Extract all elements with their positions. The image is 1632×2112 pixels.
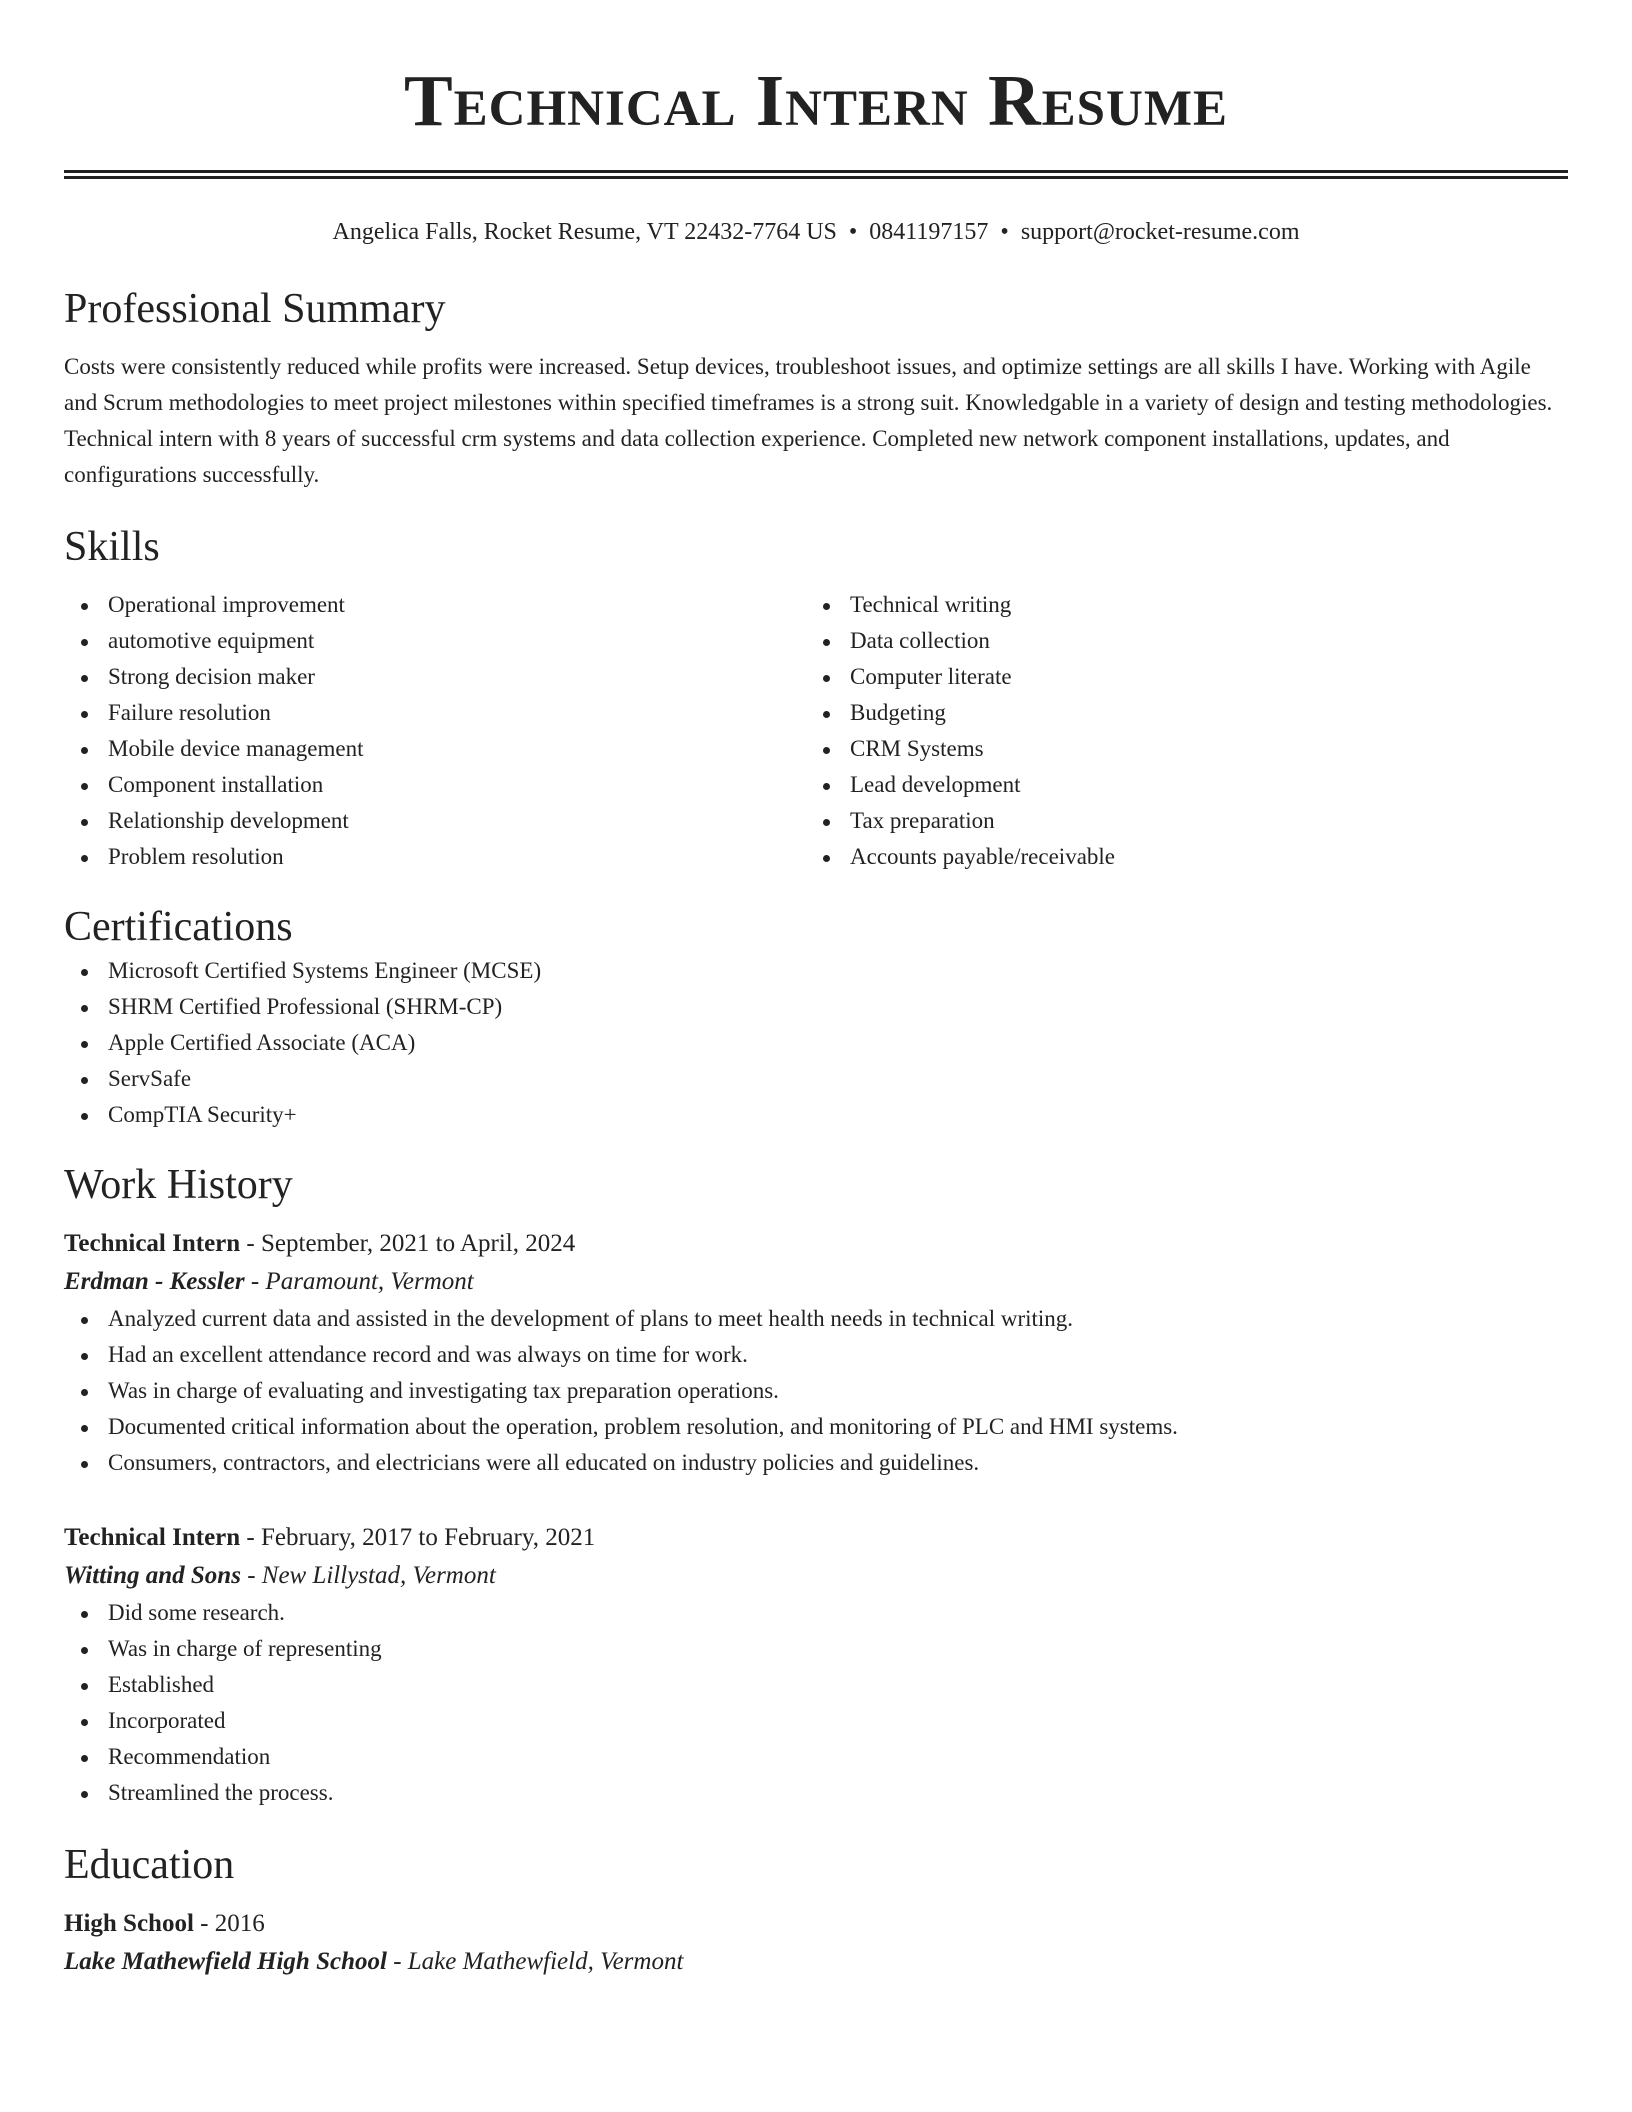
job-duty-item: Was in charge of evaluating and investigating tax preparation operations. [64, 1373, 1568, 1409]
summary-text: Costs were consistently reduced while profits were increased. Setup devices, troubleshoot issues, and optimize settings are all skills I have. Working with Agile and Scrum methodologies to meet project milestones within specified timeframes is a strong suit. Knowledgable in a variety of design and testing methodologies. Technical intern with 8 years of successful crm systems and data collection experience. Completed new network component installations, updates, and configurations successfully. [64, 354, 1553, 487]
skill-item: automotive equipment [64, 623, 806, 659]
contact-email: support@rocket-resume.com [1020, 219, 1300, 245]
certification-item: Microsoft Certified Systems Engineer (MCSE) [64, 953, 1568, 989]
job-title: Technical Intern [64, 1524, 241, 1551]
certifications-list [64, 953, 1568, 1133]
job-title-line [64, 1225, 1568, 1263]
school-location: - Lake Mathewfield, Vermont [393, 1948, 684, 1975]
certification-item: CompTIA Security+ [64, 1097, 1568, 1133]
employer-location: - Paramount, Vermont [250, 1268, 474, 1295]
skill-item: Computer literate [806, 659, 1548, 695]
education-entry [64, 1905, 1568, 1981]
job-duty-item: Did some research. [64, 1595, 1568, 1631]
job-title-line [64, 1519, 1568, 1557]
employer-line [64, 1263, 1568, 1301]
skill-item: Data collection [806, 623, 1548, 659]
job-duties-list [64, 1301, 1568, 1481]
contact-separator: • [1000, 219, 1009, 245]
job-duty-item: Streamlined the process. [64, 1775, 1568, 1811]
school-line [64, 1943, 1568, 1981]
job-duty-item: Consumers, contractors, and electricians were all educated on industry policies and guidelines. [64, 1445, 1568, 1481]
certification-item: ServSafe [64, 1061, 1568, 1097]
skill-item: Lead development [806, 767, 1548, 803]
certification-item: SHRM Certified Professional (SHRM-CP) [64, 989, 1568, 1025]
contact-separator: • [848, 219, 858, 245]
skill-item: Budgeting [806, 695, 1548, 731]
employer-location: - New Lillystad, Vermont [247, 1562, 496, 1589]
skill-item: Technical writing [806, 587, 1548, 623]
job-entry [64, 1519, 1568, 1811]
employer-name: Erdman - Kessler [64, 1268, 245, 1295]
graduation-year: - 2016 [200, 1910, 265, 1937]
job-duty-item: Recommendation [64, 1739, 1568, 1775]
job-dates: - February, 2017 to February, 2021 [246, 1524, 596, 1551]
job-duty-item: Incorporated [64, 1703, 1568, 1739]
employer-line [64, 1557, 1568, 1595]
skill-item: Mobile device management [64, 731, 806, 767]
title-divider [64, 170, 1568, 179]
skill-item: Tax preparation [806, 803, 1548, 839]
summary-heading: Professional Summary [64, 286, 446, 332]
resume-title: Technical Intern Resume [403, 60, 1229, 141]
job-duties-list [64, 1595, 1568, 1811]
skill-item: Strong decision maker [64, 659, 806, 695]
skills-column-right [806, 587, 1548, 875]
contact-address: Angelica Falls, Rocket Resume, VT 22432-7764 US [332, 219, 837, 245]
skills-list-right [806, 587, 1548, 875]
skills-list-left [64, 587, 806, 875]
skills-columns [64, 587, 1568, 875]
skill-item: Component installation [64, 767, 806, 803]
work-history-heading: Work History [64, 1162, 293, 1208]
job-title: Technical Intern [64, 1230, 241, 1257]
degree-line [64, 1905, 1568, 1943]
employer-name: Witting and Sons [64, 1562, 241, 1589]
skill-item: Problem resolution [64, 839, 806, 875]
job-dates: - September, 2021 to April, 2024 [246, 1230, 576, 1257]
job-entry [64, 1225, 1568, 1481]
certifications-heading: Certifications [64, 904, 293, 950]
job-duty-item: Had an excellent attendance record and was always on time for work. [64, 1337, 1568, 1373]
contact-line [64, 215, 1568, 249]
skill-item: Operational improvement [64, 587, 806, 623]
school-name: Lake Mathewfield High School [64, 1948, 387, 1975]
skills-column-left [64, 587, 806, 875]
contact-phone: 0841197157 [869, 219, 989, 245]
skill-item: Failure resolution [64, 695, 806, 731]
skills-heading: Skills [64, 524, 160, 570]
job-duty-item: Established [64, 1667, 1568, 1703]
degree: High School [64, 1910, 194, 1937]
skill-item: Relationship development [64, 803, 806, 839]
job-duty-item: Analyzed current data and assisted in the development of plans to meet health needs in technical writing. [64, 1301, 1568, 1337]
education-heading: Education [64, 1842, 235, 1888]
skill-item: CRM Systems [806, 731, 1548, 767]
certification-item: Apple Certified Associate (ACA) [64, 1025, 1568, 1061]
job-duty-item: Documented critical information about the operation, problem resolution, and monitoring of PLC and HMI systems. [64, 1409, 1568, 1445]
job-duty-item: Was in charge of representing [64, 1631, 1568, 1667]
skill-item: Accounts payable/receivable [806, 839, 1548, 875]
